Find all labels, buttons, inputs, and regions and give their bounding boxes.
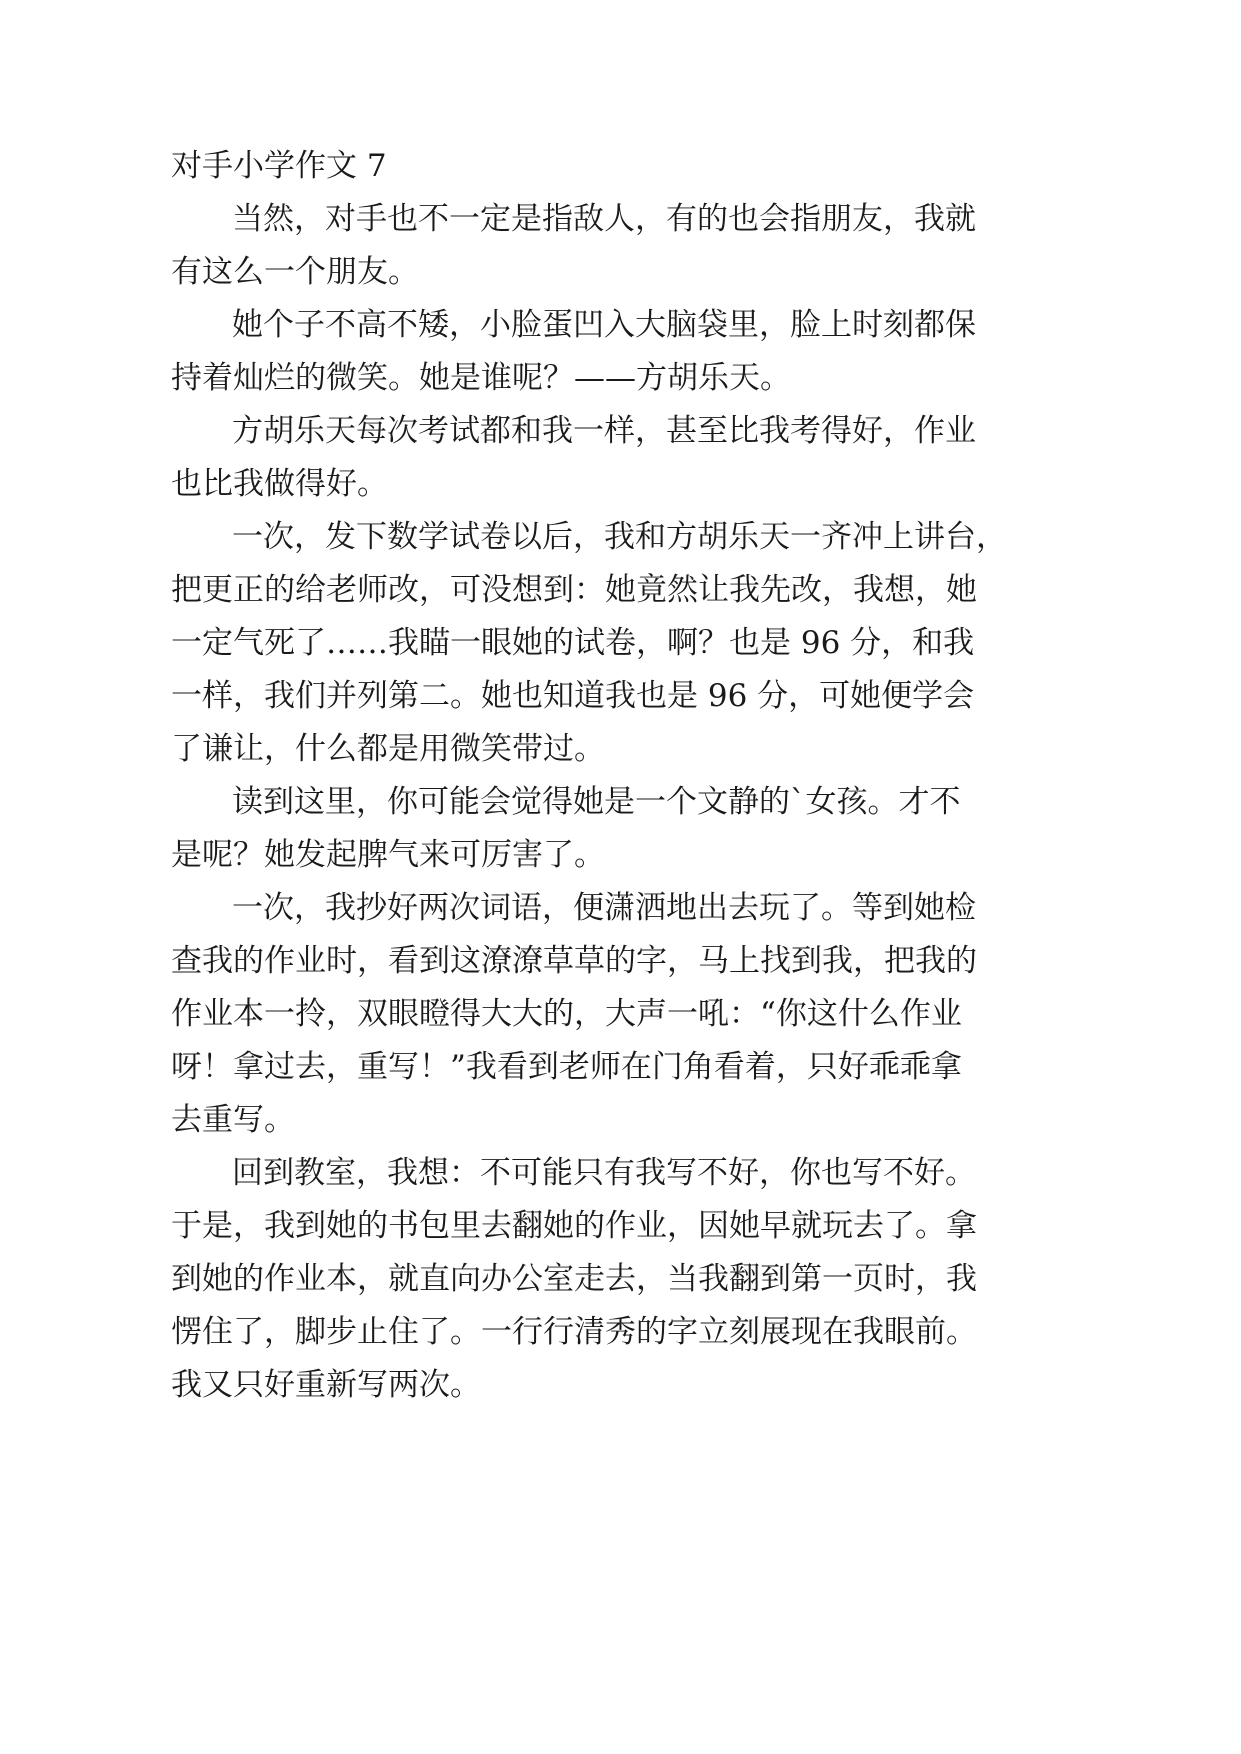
essay-line: 于是，我到她的书包里去翻她的作业，因她早就玩去了。拿	[171, 1208, 977, 1244]
essay-line: 回到教室，我想：不可能只有我写不好，你也写不好。	[232, 1155, 976, 1191]
essay-line: 方胡乐天每次考试都和我一样，甚至比我考得好，作业	[232, 413, 976, 449]
essay-line: 也比我做得好。	[171, 466, 388, 502]
essay-line: 查我的作业时，看到这潦潦草草的字，马上找到我，把我的	[171, 943, 977, 979]
essay-line: 我又只好重新写两次。	[171, 1367, 481, 1403]
essay-line: 是呢？她发起脾气来可厉害了。	[171, 837, 605, 873]
essay-line: 当然，对手也不一定是指敌人，有的也会指朋友，我就	[232, 201, 976, 237]
essay-line: 了谦让，什么都是用微笑带过。	[171, 731, 605, 767]
essay-line: 把更正的给老师改，可没想到：她竟然让我先改，我想，她	[171, 572, 977, 608]
essay-line: 去重写。	[171, 1102, 295, 1138]
essay-line: 呀！拿过去，重写！”我看到老师在门角看着，只好乖乖拿	[171, 1049, 962, 1085]
essay-line: 一次，发下数学试卷以后，我和方胡乐天一齐冲上讲台，	[232, 519, 1007, 555]
essay-line: 到她的作业本，就直向办公室走去，当我翻到第一页时，我	[171, 1261, 977, 1297]
essay-line: 一定气死了……我瞄一眼她的试卷，啊？也是 96 分，和我	[171, 625, 975, 661]
essay-line: 作业本一拎，双眼瞪得大大的，大声一吼：“你这什么作业	[171, 996, 962, 1032]
essay-title: 对手小学作文 7	[171, 148, 387, 184]
essay-line: 愣住了，脚步止住了。一行行清秀的字立刻展现在我眼前。	[171, 1314, 977, 1350]
essay-line: 一次，我抄好两次词语，便潇洒地出去玩了。等到她检	[232, 890, 976, 926]
essay-line: 她个子不高不矮，小脸蛋凹入大脑袋里，脸上时刻都保	[232, 307, 976, 343]
essay-line: 读到这里，你可能会觉得她是一个文静的`女孩。才不	[232, 784, 961, 820]
essay-line: 持着灿烂的微笑。她是谁呢？——方胡乐天。	[171, 360, 791, 396]
essay-line: 有这么一个朋友。	[171, 254, 419, 290]
essay-line: 一样，我们并列第二。她也知道我也是 96 分，可她便学会	[171, 678, 975, 714]
